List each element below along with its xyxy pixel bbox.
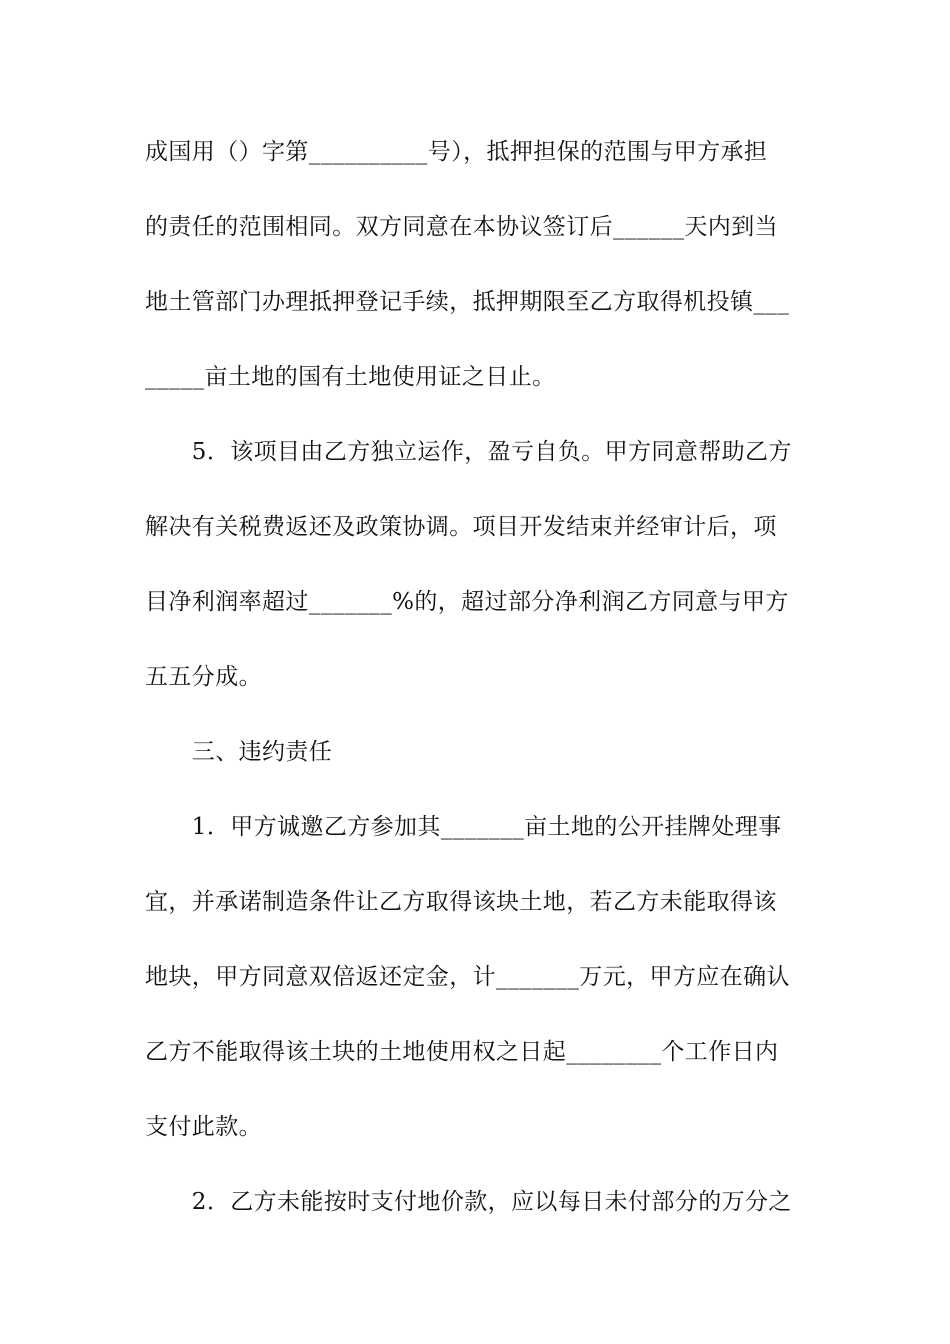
paragraph-line-12: 地块，甲方同意双倍返还定金，计_______万元，甲方应在确认 <box>145 964 790 990</box>
paragraph-line-8: 五五分成。 <box>145 664 262 690</box>
section-heading: 三、违约责任 <box>145 739 333 765</box>
paragraph-line-1: 成国用（）字第__________号），抵押担保的范围与甲方承担 <box>145 139 768 165</box>
paragraph-line-6: 解决有关税费返还及政策协调。项目开发结束并经审计后，项 <box>145 514 777 540</box>
paragraph-line-7: 目净利润率超过_______%的，超过部分净利润乙方同意与甲方 <box>145 589 789 615</box>
paragraph-line-5: 5．该项目由乙方独立运作，盈亏自负。甲方同意帮助乙方 <box>145 439 792 465</box>
paragraph-line-11: 宜，并承诺制造条件让乙方取得该块土地，若乙方未能取得该 <box>145 889 777 915</box>
paragraph-line-15: 2．乙方未能按时支付地价款，应以每日未付部分的万分之 <box>145 1189 792 1215</box>
paragraph-line-13: 乙方不能取得该土块的土地使用权之日起________个工作日内 <box>145 1039 779 1065</box>
paragraph-line-3: 地土管部门办理抵押登记手续，抵押期限至乙方取得机投镇___ <box>145 289 790 315</box>
paragraph-line-14: 支付此款。 <box>145 1114 262 1140</box>
paragraph-line-2: 的责任的范围相同。双方同意在本协议签订后______天内到当 <box>145 214 778 240</box>
paragraph-line-10: 1．甲方诚邀乙方参加其_______亩土地的公开挂牌处理事 <box>145 814 782 840</box>
paragraph-line-4: _____亩土地的国有土地使用证之日止。 <box>145 364 556 390</box>
